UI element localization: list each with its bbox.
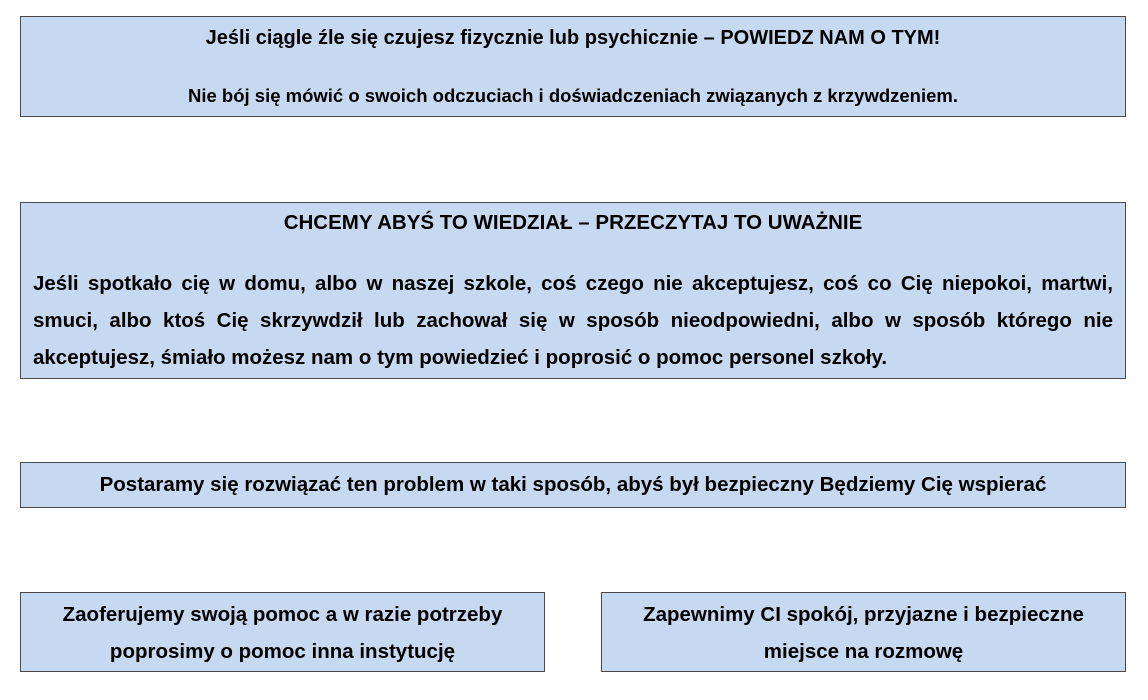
we-want-you-to-know-box — [20, 202, 1126, 379]
safe-place-box — [601, 592, 1126, 672]
we-want-you-to-know-body: Jeśli spotkało cię w domu, albo w naszej szkole, coś czego nie akceptujesz, coś co Cię niepokoi, martwi, smuci, albo ktoś Cię skrzywdził lub zachował się w sposób nieodpowiedni, albo w sposób którego nie akceptujesz, śmiało możesz nam o tym powiedzieć i poprosić o pomoc personel szkoły. — [33, 272, 1113, 369]
solve-problem-box — [20, 462, 1126, 508]
safe-place-text: Zapewnimy CI spokój, przyjazne i bezpieczne miejsce na rozmowę — [643, 603, 1084, 663]
offer-help-box — [20, 592, 545, 672]
tell-us-box — [20, 16, 1126, 117]
tell-us-heading: Jeśli ciągle źle się czujesz fizycznie lub psychicznie – POWIEDZ NAM O TYM! — [205, 27, 941, 49]
tell-us-subtext: Nie bój się mówić o swoich odczuciach i doświadczeniach związanych z krzywdzeniem. — [187, 85, 959, 106]
offer-help-text: Zaoferujemy swoją pomoc a w razie potrzeby poprosimy o pomoc inna instytucję — [62, 603, 503, 663]
we-want-you-to-know-heading: CHCEMY ABYŚ TO WIEDZIAŁ – PRZECZYTAJ TO UWAŻNIE — [283, 211, 863, 234]
solve-problem-text: Postaramy się rozwiązać ten problem w taki sposób, abyś był bezpieczny Będziemy Cię wspierać — [99, 473, 1047, 496]
